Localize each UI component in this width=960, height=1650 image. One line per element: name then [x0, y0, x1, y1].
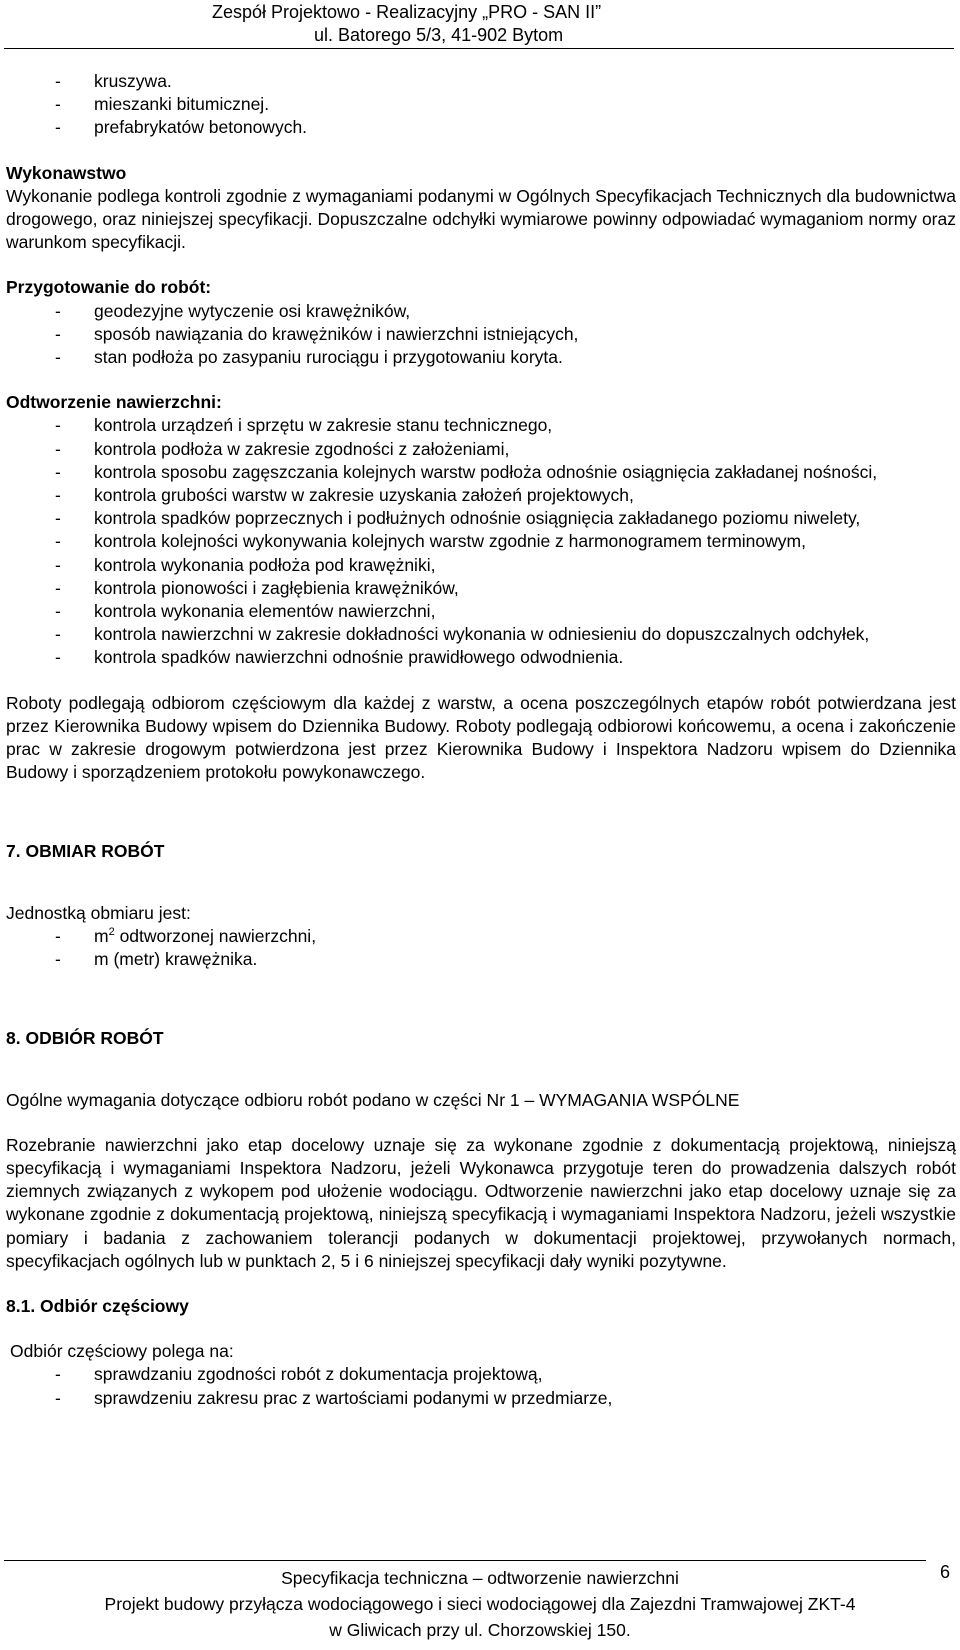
rozebranie-paragraph: Rozebranie nawierzchni jako etap docelowy uznaje się za wykonane zgodnie z dokumentacją projektową, niniejszą specyfikacją i wymaganiami Inspektora Nadzoru, jeżeli Wykonawca przygotuje teren do prowadzenia dalszych robót ziemnych związanych z wykopem pod ułożenie wodociągu. Odtworzenie nawierzchni jako etap docelowy uznaje się za wykonane zgodnie z dokumentacją projektową, niniejszą specyfikacją i wymaganiami Inspektora Nadzoru, jeżeli wszystkie pomiary i badania z zachowaniem tolerancji podanych w dokumentacji projektowej, przywołanych normach, specyfikacjach ogólnych lub w punktach 2, 5 i 6 niniejszej specyfikacji dały wyniki pozytywne.: [6, 1134, 956, 1271]
list-item: [6, 925, 956, 948]
list-item: - kruszywa.: [6, 70, 956, 93]
odbior-paragraph: Roboty podlegają odbiorom częściowym dla każdej z warstw, a ocena poszczególnych etapów robót potwierdzana jest przez Kierownika Budowy wpisem do Dziennika Budowy. Roboty podlegają odbiorowi końcowemu, a ocena i zakończenie prac w zakresie drogowym potwierdzona jest przez Kierownika Budowy i Inspektora Nadzoru wpisem do Dziennika Budowy i sporządzeniem protokołu powykonawczego.: [6, 692, 956, 783]
odbior-czesciowy-list: [6, 1363, 956, 1409]
list-item: - kontrola urządzeń i sprzętu w zakresie stanu technicznego,: [6, 414, 956, 437]
list-item: - kontrola nawierzchni w zakresie dokładności wykonania w odniesieniu do dopuszczalnych odchyłek,: [6, 623, 956, 646]
document-body: [6, 70, 956, 1410]
footer-spec-title: Specyfikacja techniczna – odtworzenie nawierzchni: [281, 1568, 679, 1588]
list-item: - kontrola wykonania elementów nawierzchni,: [6, 600, 956, 623]
page-number: 6: [940, 1562, 951, 1582]
list-item: - kontrola spadków nawierzchni odnośnie prawidłowego odwodnienia.: [6, 646, 956, 669]
header-company-name: Zespół Projektowo - Realizacyjny „PRO - SAN II”: [212, 2, 602, 22]
unit-exponent: 2: [108, 925, 115, 938]
list-item: - geodezyjne wytyczenie osi krawężników,: [6, 300, 956, 323]
list-item: - sprawdzeniu zakresu prac z wartościami podanymi w przedmiarze,: [6, 1387, 956, 1410]
list-item: - kontrola podłoża w zakresie zgodności z założeniami,: [6, 438, 956, 461]
przygotowanie-list: [6, 300, 956, 370]
list-item: - kontrola wykonania podłoża pod krawężniki,: [6, 554, 956, 577]
section-heading-obmiar: 7. OBMIAR ROBÓT: [6, 841, 165, 862]
unit-symbol: m: [94, 925, 109, 946]
header-address: ul. Batorego 5/3, 41-902 Bytom: [314, 25, 564, 45]
list-item: - m (metr) krawężnika.: [6, 948, 956, 971]
list-item: - prefabrykatów betonowych.: [6, 116, 956, 139]
header-divider: [4, 48, 954, 49]
list-item: - kontrola kolejności wykonywania kolejnych warstw zgodnie z harmonogramem terminowym,: [6, 530, 956, 553]
section-heading-odbior: 8. ODBIÓR ROBÓT: [6, 1028, 164, 1049]
list-item: - kontrola sposobu zagęszczania kolejnych warstw podłoża odnośnie osiągnięcia zakładanej nośności,: [6, 461, 956, 484]
section-heading-odtworzenie: Odtworzenie nawierzchni:: [6, 392, 222, 413]
list-item: - stan podłoża po zasypaniu rurociągu i przygotowaniu koryta.: [6, 346, 956, 369]
section-heading-przygotowanie: Przygotowanie do robót:: [6, 277, 212, 298]
odbior-czesciowy-intro: Odbiór częściowy polega na:: [10, 1341, 234, 1362]
obmiar-intro: Jednostką obmiaru jest:: [6, 902, 191, 923]
unit-description: odtworzonej nawierzchni,: [114, 925, 317, 946]
odbior-general-requirements: Ogólne wymagania dotyczące odbioru robót podano w części Nr 1 – WYMAGANIA WSPÓLNE: [6, 1089, 740, 1110]
section-heading-wykonawstwo: Wykonawstwo: [6, 162, 127, 183]
section-heading-odbior-czesciowy: 8.1. Odbiór częściowy: [6, 1295, 189, 1316]
list-item: - mieszanki bitumicznej.: [6, 93, 956, 116]
list-item: - sposób nawiązania do krawężników i nawierzchni istniejących,: [6, 323, 956, 346]
obmiar-list: [6, 925, 956, 971]
odtworzenie-list: [6, 414, 956, 669]
list-item: - kontrola grubości warstw w zakresie uzyskania założeń projektowych,: [6, 484, 956, 507]
wykonawstwo-paragraph: Wykonanie podlega kontroli zgodnie z wymaganiami podanymi w Ogólnych Specyfikacjach Technicznych dla budownictwa drogowego, oraz niniejszej specyfikacji. Dopuszczalne odchyłki wymiarowe powinny odpowiadać wymaganiom normy oraz warunkom specyfikacji.: [6, 185, 956, 253]
footer-project-title: Projekt budowy przyłącza wodociągowego i sieci wodociągowej dla Zajezdni Tramwajowej ZKT-4: [104, 1594, 856, 1614]
list-item: - sprawdzaniu zgodności robót z dokumentacja projektową,: [6, 1363, 956, 1386]
footer-divider: [4, 1560, 926, 1561]
footer-location: w Gliwicach przy ul. Chorzowskiej 150.: [329, 1620, 631, 1640]
list-item: - kontrola spadków poprzecznych i podłużnych odnośnie osiągnięcia zakładanego poziomu niwelety,: [6, 507, 956, 530]
materials-list: [6, 70, 956, 140]
list-item: - kontrola pionowości i zagłębienia krawężników,: [6, 577, 956, 600]
